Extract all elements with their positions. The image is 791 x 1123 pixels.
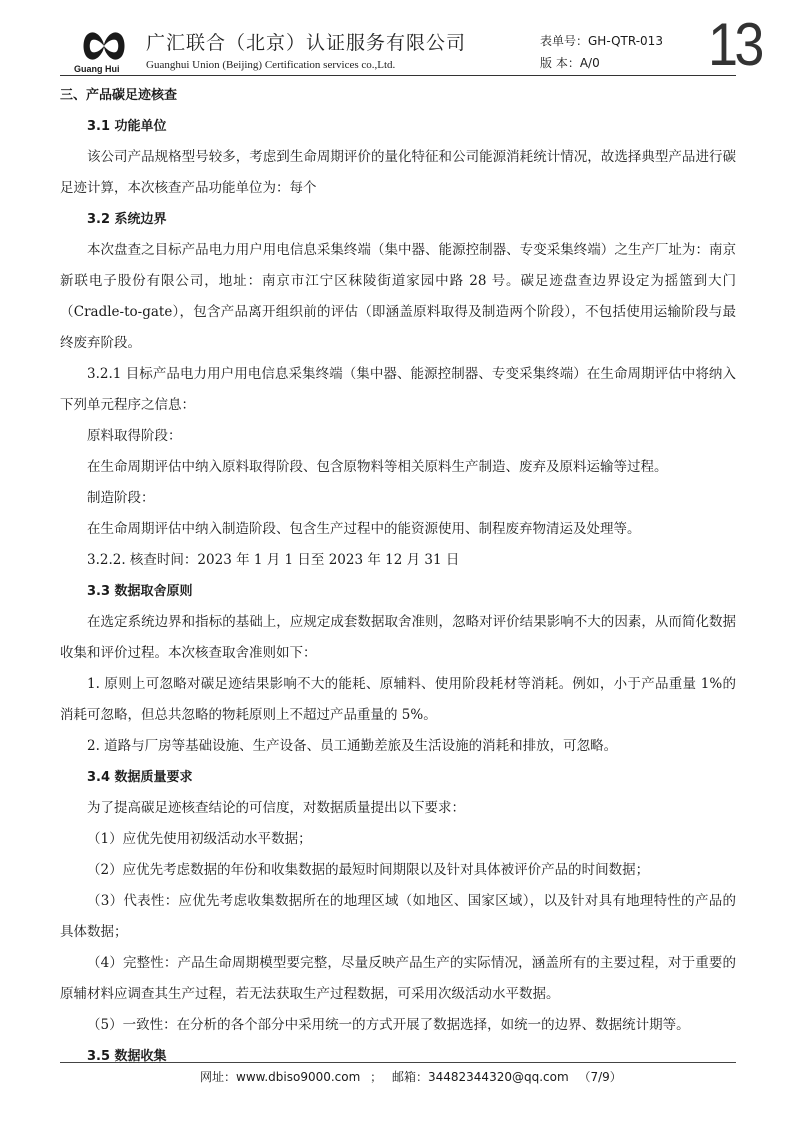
raw-stage-text: 在生命周期评估中纳入原料取得阶段、包含原物料等相关原料生产制造、废弃及原料运输等过程。 xyxy=(87,459,668,475)
mfg-stage-label: 制造阶段： xyxy=(87,490,155,506)
logo-text: Guang Hui xyxy=(74,64,120,74)
header-divider xyxy=(60,75,736,76)
paragraph-3-1: 该公司产品规格型号较多，考虑到生命周期评价的量化特征和公司能源消耗统计情况，故选择典型产品进行碳足迹计算，本次核查产品功能单位为：每个 xyxy=(60,149,736,196)
list-item-3-4-3: （3）代表性：应优先考虑收集数据所在的地理区域（如地区、国家区域），以及针对具有地理特性的产品的具体数据； xyxy=(60,893,736,940)
list-item-3-3-2: 2. 道路与厂房等基础设施、生产设备、员工通勤差旅及生活设施的消耗和排放，可忽略。 xyxy=(87,738,618,754)
form-number: 表单号：GH-QTR-013 xyxy=(540,34,663,48)
company-logo-icon xyxy=(82,26,126,66)
paragraph-3-3: 在选定系统边界和指标的基础上，应规定成套数据取舍准则，忽略对评价结果影响不大的因素，从而简化数据收集和评价过程。本次核查取舍准则如下： xyxy=(60,614,736,661)
footer-email: 邮箱：34482344320@qq.com xyxy=(391,1070,569,1084)
document-body xyxy=(60,80,736,1072)
heading-3-3: 3.3 数据取舍原则 xyxy=(87,584,193,599)
footer-page-number: （7/9） xyxy=(578,1070,622,1084)
list-item-3-4-4: （4）完整性：产品生命周期模型要完整，尽量反映产品生产的实际情况，涵盖所有的主要过程，对于重要的原辅材料应调查其生产过程，若无法获取生产过程数据，可采用次级活动水平数据。 xyxy=(60,955,736,1002)
list-item-3-4-2: （2）应优先考虑数据的年份和收集数据的最短时间期限以及针对具体被评价产品的时间数据； xyxy=(87,862,650,878)
version-number: 版 本：A/0 xyxy=(540,56,600,70)
heading-3-4: 3.4 数据质量要求 xyxy=(87,770,193,785)
list-item-3-4-5: （5）一致性：在分析的各个部分中采用统一的方式开展了数据选择，如统一的边界、数据统计期等。 xyxy=(87,1017,690,1033)
paragraph-3-2-1: 3.2.1 目标产品电力用户用电信息采集终端（集中器、能源控制器、专变采集终端）在生命周期评估中将纳入下列单元程序之信息： xyxy=(60,366,736,413)
heading-3-5: 3.5 数据收集 xyxy=(87,1049,167,1064)
footer-divider xyxy=(60,1062,736,1063)
paragraph-3-4-intro: 为了提高碳足迹核查结论的可信度，对数据质量提出以下要求： xyxy=(87,800,465,816)
section-title: 三、产品碳足迹核查 xyxy=(60,88,178,103)
handwritten-page-number: 13 xyxy=(708,11,761,78)
footer-website: 网址：www.dbiso9000.com xyxy=(200,1070,361,1084)
company-name-cn: 广汇联合（北京）认证服务有限公司 xyxy=(146,32,467,54)
paragraph-3-2: 本次盘查之目标产品电力用户用电信息采集终端（集中器、能源控制器、专变采集终端）之生产厂址为：南京新联电子股份有限公司，地址：南京市江宁区秣陵街道家园中路 28 号。碳足迹盘查边界设定为摇篮到大门（Cradle-to-gate），包含产品离开组织前的评估（即涵盖原料取得及制造两个阶段），不包括使用运输阶段与最终废弃阶段。 xyxy=(60,242,736,351)
list-item-3-4-1: （1）应优先使用初级活动水平数据； xyxy=(87,831,312,847)
raw-stage-label: 原料取得阶段： xyxy=(87,428,182,444)
heading-3-2: 3.2 系统边界 xyxy=(87,212,167,227)
company-name-en: Guanghui Union (Beijing) Certification services co.,Ltd. xyxy=(146,59,396,71)
heading-3-1: 3.1 功能单位 xyxy=(87,119,167,134)
page-footer xyxy=(200,1068,628,1085)
page-header xyxy=(60,11,761,78)
footer-separator: ； xyxy=(370,1070,383,1084)
list-item-3-3-1: 1. 原则上可忽略对碳足迹结果影响不大的能耗、原辅料、使用阶段耗材等消耗。例如，小于产品重量 1%的消耗可忽略，但总共忽略的物耗原则上不超过产品重量的 5%。 xyxy=(60,676,736,723)
paragraph-3-2-2: 3.2.2. 核查时间：2023 年 1 月 1 日至 2023 年 12 月 31 日 xyxy=(87,552,460,568)
mfg-stage-text: 在生命周期评估中纳入制造阶段、包含生产过程中的能资源使用、制程废弃物清运及处理等。 xyxy=(87,521,641,537)
